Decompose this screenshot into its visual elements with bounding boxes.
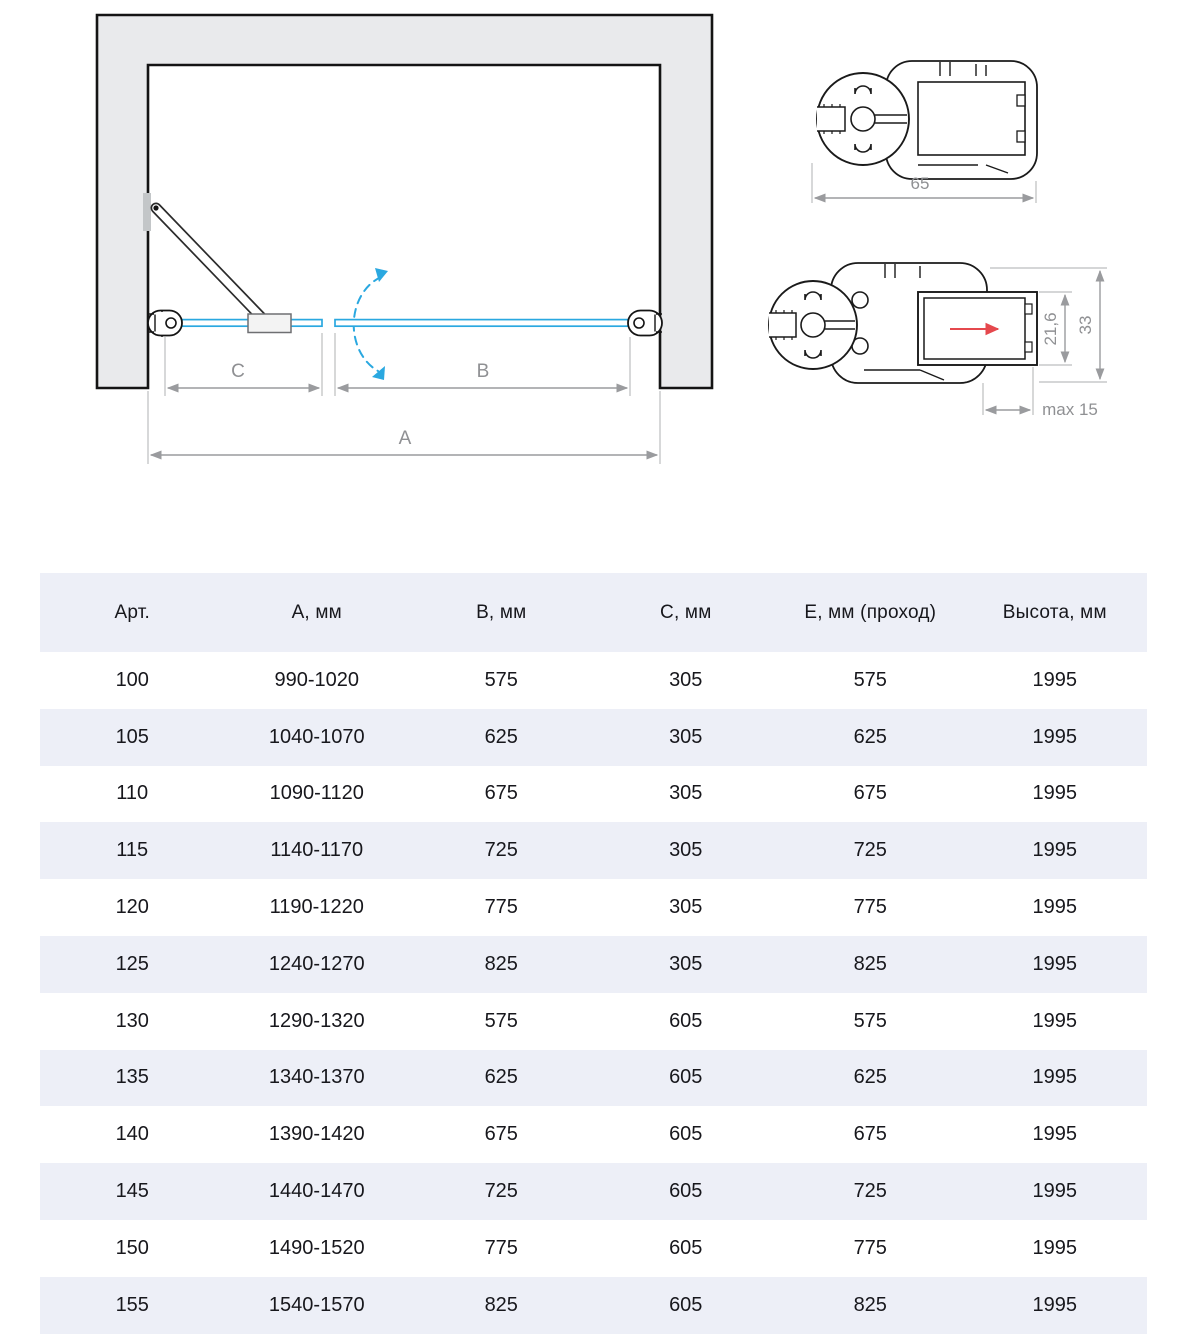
table-cell: 155 <box>40 1277 225 1334</box>
door-glass-panel <box>335 320 630 327</box>
dimension-c <box>168 361 319 388</box>
table-cell: 775 <box>853 896 887 919</box>
table-cell: 775 <box>853 1236 887 1259</box>
table-cell: 575 <box>484 1009 518 1032</box>
profile-top-width-label: 65 <box>910 174 930 193</box>
column-header: Высота, мм <box>963 573 1148 652</box>
table-cell: 605 <box>594 1277 779 1334</box>
table-cell: 130 <box>115 1009 149 1032</box>
glass-panels <box>173 320 630 327</box>
table-cell: 305 <box>594 936 779 993</box>
table-cell: 675 <box>484 782 518 805</box>
table-cell: 1995 <box>963 1163 1148 1220</box>
table-cell: 1995 <box>963 1277 1148 1334</box>
table-row <box>40 1050 1147 1107</box>
spec-table-header <box>40 573 1147 652</box>
table-cell: 675 <box>484 1123 518 1146</box>
profile2-adjust-dimension <box>983 367 1098 419</box>
profile2-inner-label: 21,6 <box>1041 312 1060 346</box>
table-row <box>40 879 1147 936</box>
table-cell: 605 <box>594 1163 779 1220</box>
support-bar-pivot-top <box>153 205 158 210</box>
table-cell: 1995 <box>1032 1236 1077 1259</box>
table-cell: 725 <box>778 822 963 879</box>
swing-arrow-down-icon <box>372 366 385 380</box>
table-cell: 1290-1320 <box>268 1009 365 1032</box>
table-cell: 1995 <box>963 822 1148 879</box>
table-cell: 1995 <box>1032 782 1077 805</box>
table-cell: 305 <box>669 668 703 691</box>
support-bar <box>153 205 264 320</box>
table-cell: 625 <box>778 1050 963 1107</box>
table-cell: 725 <box>778 1163 963 1220</box>
table-cell: 110 <box>116 782 149 805</box>
profile2-inner-dimension <box>1039 292 1072 365</box>
table-cell: 135 <box>40 1050 225 1107</box>
table-cell: 145 <box>40 1163 225 1220</box>
profile-section-top <box>800 45 1045 220</box>
table-cell: 1240-1270 <box>225 936 410 993</box>
table-cell: 140 <box>115 1123 149 1146</box>
table-row <box>40 1277 1147 1334</box>
table-cell: 1390-1420 <box>268 1123 365 1146</box>
table-cell: 150 <box>115 1236 149 1259</box>
table-cell: 1995 <box>1032 1123 1077 1146</box>
column-header: В, мм <box>409 573 594 652</box>
table-cell: 575 <box>853 1009 887 1032</box>
table-cell: 605 <box>669 1009 703 1032</box>
table-cell: 605 <box>669 1123 703 1146</box>
table-cell: 1995 <box>963 709 1148 766</box>
table-cell: 825 <box>778 1277 963 1334</box>
header-row <box>40 573 1147 652</box>
support-bar-wall-plate <box>143 193 151 231</box>
table-cell: 605 <box>594 1050 779 1107</box>
table-cell: 625 <box>778 709 963 766</box>
table-row <box>40 1106 1147 1163</box>
niche-installation-diagram <box>85 5 725 475</box>
table-row <box>40 652 1147 709</box>
table-cell: 1090-1120 <box>269 782 364 805</box>
table-cell: 305 <box>594 822 779 879</box>
table-cell: 105 <box>40 709 225 766</box>
table-cell: 1995 <box>963 1050 1148 1107</box>
table-cell: 1140-1170 <box>225 822 410 879</box>
table-cell: 1540-1570 <box>225 1277 410 1334</box>
profile2-knob-circle <box>769 281 857 369</box>
dimension-a-label: A <box>398 428 412 449</box>
table-row <box>40 822 1147 879</box>
profile2-adjust-label: max 15 <box>1042 400 1098 419</box>
spec-table <box>40 573 1147 1334</box>
table-cell: 115 <box>40 822 225 879</box>
table-cell: 1995 <box>963 936 1148 993</box>
table-cell: 305 <box>594 709 779 766</box>
glass-connector-block <box>248 314 291 333</box>
table-cell: 1490-1520 <box>268 1236 365 1259</box>
table-cell: 990-1020 <box>274 668 360 691</box>
table-row <box>40 709 1147 766</box>
table-row <box>40 993 1147 1050</box>
table-cell: 1190-1220 <box>269 896 364 919</box>
table-cell: 775 <box>484 896 518 919</box>
table-cell: 1040-1070 <box>225 709 410 766</box>
table-row <box>40 936 1147 993</box>
table-cell: 675 <box>853 1123 887 1146</box>
table-cell: 825 <box>778 936 963 993</box>
table-cell: 305 <box>669 896 703 919</box>
table-cell: 305 <box>669 782 703 805</box>
table-cell: 575 <box>853 668 887 691</box>
table-cell: 1995 <box>1032 896 1077 919</box>
profile2-outer-label: 33 <box>1076 315 1095 335</box>
table-row <box>40 1220 1147 1277</box>
niche-wall <box>97 15 712 388</box>
profile-knob-circle <box>817 73 909 165</box>
table-cell: 625 <box>409 709 594 766</box>
table-cell: 675 <box>853 782 887 805</box>
dimension-b-label: B <box>476 361 490 382</box>
column-header: Е, мм (проход) <box>778 573 963 652</box>
wall-profile-left <box>148 311 182 338</box>
table-cell: 825 <box>409 936 594 993</box>
table-cell: 775 <box>484 1236 518 1259</box>
table-cell: 725 <box>409 822 594 879</box>
column-header: А, мм <box>225 573 410 652</box>
table-cell: 825 <box>409 1277 594 1334</box>
spec-table-body <box>40 652 1147 1334</box>
table-cell: 625 <box>409 1050 594 1107</box>
column-header: С, мм <box>594 573 779 652</box>
profile-section-adjustable <box>752 252 1182 427</box>
table-cell: 120 <box>115 896 149 919</box>
table-cell: 1995 <box>1032 668 1077 691</box>
table-cell: 1340-1370 <box>225 1050 410 1107</box>
wall-profile-right <box>628 311 662 336</box>
table-cell: 1440-1470 <box>225 1163 410 1220</box>
table-cell: 575 <box>484 668 518 691</box>
table-cell: 605 <box>669 1236 703 1259</box>
dimension-a <box>151 428 657 455</box>
table-cell: 1995 <box>1032 1009 1077 1032</box>
table-cell: 125 <box>40 936 225 993</box>
column-header: Арт. <box>40 573 225 652</box>
table-row <box>40 1163 1147 1220</box>
table-cell: 725 <box>409 1163 594 1220</box>
table-cell: 100 <box>115 668 149 691</box>
table-row <box>40 766 1147 823</box>
dimension-c-label: C <box>231 361 245 382</box>
